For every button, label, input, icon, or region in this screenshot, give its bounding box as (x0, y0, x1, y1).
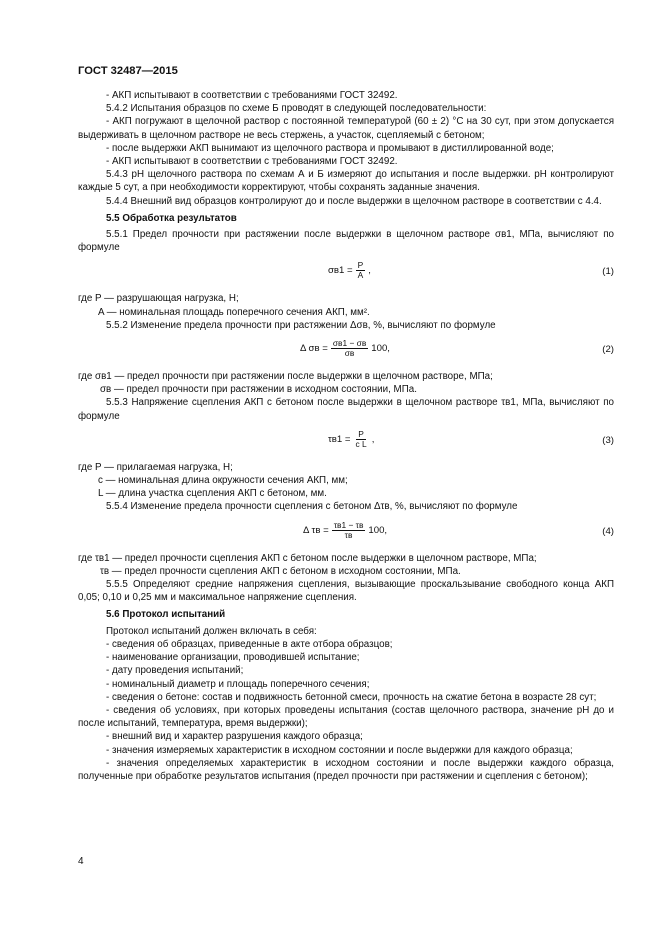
formula-numerator: σв1 − σв (332, 338, 367, 349)
paragraph: Протокол испытаний должен включать в себя: (106, 625, 317, 637)
formula-number: (2) (602, 344, 614, 356)
list-item: - значения определяемых характеристик в исходном состоянии и после выдержки каждого образца, полученные при обработке результатов испытания (предел прочности при растяжении и сцепления с бетоном); (78, 757, 614, 782)
list-item: - сведения о бетоне: состав и подвижность бетонной смеси, прочность на сжатие бетона в возрасте 28 сут; (106, 691, 597, 703)
paragraph: 5.5.1 Предел прочности при растяжении после выдержки в щелочном растворе σв1, МПа, вычисляют по формуле (78, 229, 614, 254)
formula-2 (78, 334, 614, 364)
formula-denominator: σв (344, 348, 355, 359)
formula-4 (78, 516, 614, 546)
where-line: c — номинальная длина окружности сечения АКП, мм; (98, 475, 348, 487)
formula-denominator: A (357, 270, 364, 281)
formula-number: (1) (602, 266, 614, 278)
page-body (78, 89, 614, 783)
where-line: L — длина участка сцепления АКП с бетоном, мм. (98, 488, 327, 500)
formula-lhs: Δ σв = (300, 342, 328, 354)
paragraph: - АКП испытывают в соответствии с требованиями ГОСТ 32492. (106, 156, 398, 168)
formula-denominator: τв (344, 529, 353, 540)
formula-number: (3) (602, 434, 614, 446)
formula-1 (78, 256, 614, 286)
paragraph: 5.4.3 pH щелочного раствора по схемам А и Б измеряют до испытания и после выдержки. pH контролируют каждые 5 сут, а при необходимости корректируют, чтобы сохранять заданные значения. (78, 169, 614, 194)
formula-numerator: P (358, 428, 364, 439)
paragraph: 5.4.4 Внешний вид образцов контролируют до и после выдержки в щелочном растворе в соответствии с 4.4. (106, 195, 602, 207)
where-line: где P — прилагаемая нагрузка, Н; (78, 461, 233, 473)
paragraph: - АКП погружают в щелочной раствор с постоянной температурой (60 ± 2) °С на 30 сут, при этом допускается выдерживать в щелочном растворе не весь стержень, а участок, сцепляемый с бетоном; (78, 116, 614, 141)
paragraph: 5.5.5 Определяют средние напряжения сцепления, вызывающие проскальзывание свободного конца АКП 0,05; 0,10 и 0,25 мм и максимальное напряжение сцепления. (78, 579, 614, 604)
list-item: - значения измеряемых характеристик в исходном состоянии и после выдержки для каждого образца; (106, 744, 573, 756)
formula-numerator: τв1 − τв (333, 519, 364, 530)
formula-denominator: c L (355, 438, 367, 449)
paragraph: 5.5.4 Изменение предела прочности сцепления с бетоном Δτв, %, вычисляют по формуле (106, 501, 518, 513)
paragraph: - АКП испытывают в соответствии с требованиями ГОСТ 32492. (106, 90, 398, 101)
list-item: - дату проведения испытаний; (106, 665, 244, 677)
where-line: где σв1 — предел прочности при растяжении после выдержки в щелочном растворе, МПа; (78, 371, 493, 383)
formula-number: (4) (602, 525, 614, 537)
list-item: - сведения об образцах, приведенные в акте отбора образцов; (106, 638, 393, 650)
formula-lhs: Δ τв = (303, 524, 329, 536)
where-line: τв — предел прочности сцепления АКП с бетоном в исходном состоянии, МПа. (100, 565, 461, 577)
paragraph: 5.4.2 Испытания образцов по схеме Б проводят в следующей последовательности: (106, 103, 487, 115)
list-item: - сведения об условиях, при которых проведены испытания (состав щелочного раствора, значение pH до и после испытаний, температура, время выдержки); (78, 704, 614, 730)
where-line: где τв1 — предел прочности сцепления АКП с бетоном после выдержки в щелочном растворе, МПа; (78, 552, 537, 564)
paragraph: - после выдержки АКП вынимают из щелочного раствора и промывают в дистиллированной воде; (106, 142, 554, 154)
paragraph: 5.5.3 Напряжение сцепления АКП с бетоном после выдержки в щелочном растворе τв1, МПа, вычисляют по формуле (78, 397, 614, 422)
where-line: σв — предел прочности при растяжении в исходном состоянии, МПа. (100, 384, 417, 396)
document-header: ГОСТ 32487—2015 (78, 65, 178, 77)
formula-3 (78, 425, 614, 455)
formula-tail: , (371, 433, 375, 445)
formula-lhs: τв1 = (328, 433, 351, 445)
page-number: 4 (78, 856, 84, 867)
formula-lhs: σв1 = (328, 265, 353, 277)
where-line: где P — разрушающая нагрузка, Н; (78, 293, 239, 305)
formula-tail: 100, (371, 342, 390, 354)
section-heading: 5.6 Протокол испытаний (106, 609, 226, 621)
paragraph: 5.5.2 Изменение предела прочности при растяжении Δσв, %, вычисляют по формуле (106, 319, 496, 331)
formula-tail: , (368, 265, 371, 277)
list-item: - номинальный диаметр и площадь поперечного сечения; (106, 678, 370, 690)
list-item: - внешний вид и характер разрушения каждого образца; (106, 731, 363, 743)
formula-numerator: P (357, 260, 364, 271)
formula-tail: 100, (368, 524, 388, 536)
where-line: A — номинальная площадь поперечного сечения АКП, мм². (98, 306, 370, 318)
list-item: - наименование организации, проводившей испытание; (106, 652, 360, 664)
section-heading: 5.5 Обработка результатов (106, 212, 237, 224)
